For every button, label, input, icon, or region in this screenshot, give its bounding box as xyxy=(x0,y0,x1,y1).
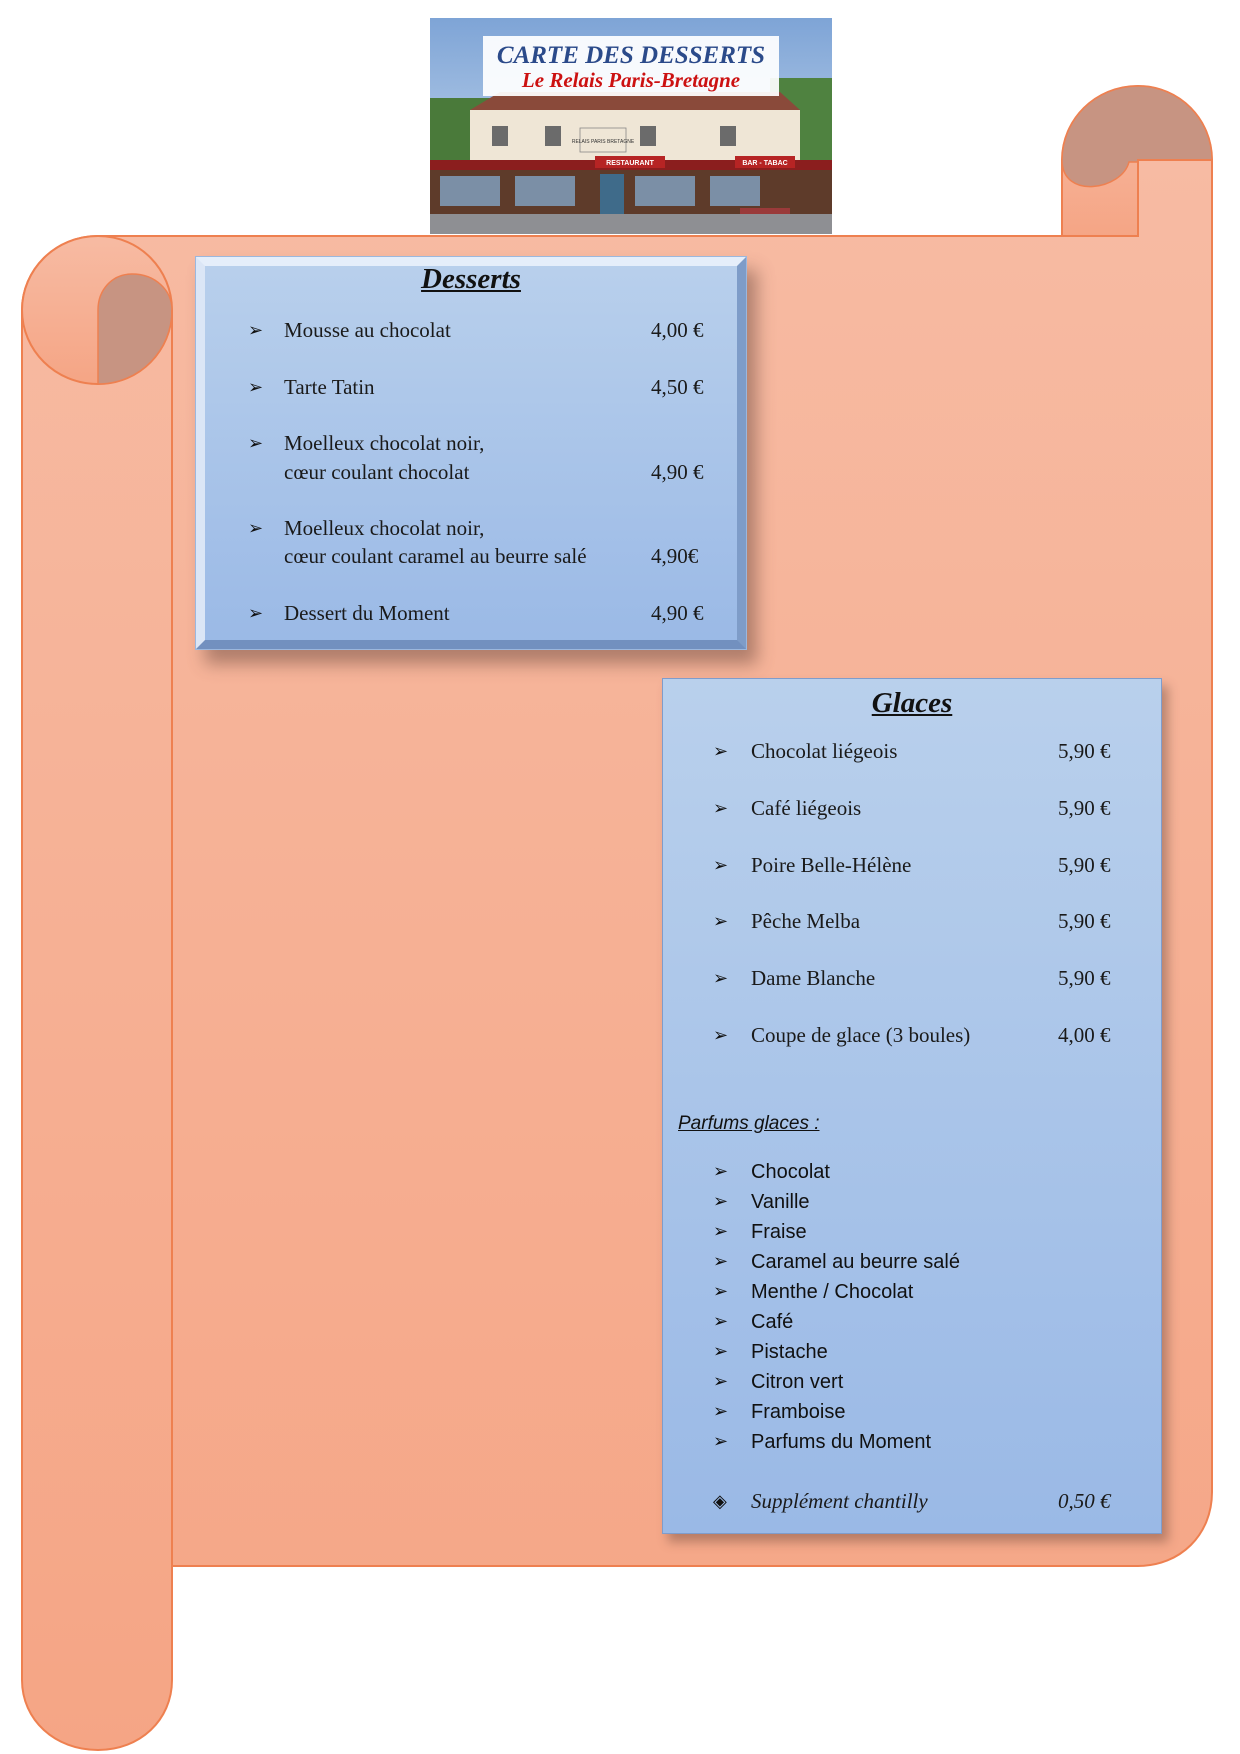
glace-item-price: 4,00 € xyxy=(1058,1023,1111,1047)
supplement-price: 0,50 € xyxy=(1058,1489,1111,1513)
flavor-item: Chocolat xyxy=(751,1161,830,1183)
dessert-item-name: Dessert du Moment xyxy=(284,601,450,625)
flavor-item: Framboise xyxy=(751,1401,846,1423)
glace-item-name: Dame Blanche xyxy=(751,966,876,990)
flavor-item: Menthe / Chocolat xyxy=(751,1281,914,1303)
photo-sign-name: RELAIS PARIS BRETAGNE xyxy=(571,139,635,145)
header-photo xyxy=(430,18,832,234)
arrow-bullet-icon: ➢ xyxy=(248,320,264,341)
glace-item-name: Café liégeois xyxy=(751,796,862,820)
arrow-bullet-icon: ➢ xyxy=(713,1251,729,1272)
dessert-item-price: 4,50 € xyxy=(651,375,704,399)
photo-sign-restaurant: RESTAURANT xyxy=(606,160,654,167)
flavor-item: Parfums du Moment xyxy=(751,1431,932,1453)
glace-item-name: Poire Belle-Hélène xyxy=(751,853,912,877)
dessert-item-price: 4,90 € xyxy=(651,601,704,625)
arrow-bullet-icon: ➢ xyxy=(248,433,264,454)
flavor-item: Café xyxy=(751,1311,794,1333)
desserts-panel xyxy=(195,256,747,650)
arrow-bullet-icon: ➢ xyxy=(248,518,264,539)
supplement-name: Supplément chantilly xyxy=(751,1489,928,1513)
glace-item-price: 5,90 € xyxy=(1058,853,1111,877)
flavor-item: Citron vert xyxy=(751,1371,844,1393)
diamond-bullet-icon: ◈ xyxy=(713,1491,727,1512)
arrow-bullet-icon: ➢ xyxy=(713,1025,729,1046)
glace-item-name: Coupe de glace (3 boules) xyxy=(751,1023,971,1047)
glace-item-price: 5,90 € xyxy=(1058,909,1111,933)
arrow-bullet-icon: ➢ xyxy=(713,1221,729,1242)
flavor-item: Caramel au beurre salé xyxy=(751,1251,960,1273)
header-title-box xyxy=(483,36,779,96)
glace-item-name: Chocolat liégeois xyxy=(751,739,898,763)
arrow-bullet-icon: ➢ xyxy=(713,1371,729,1392)
flavor-item: Fraise xyxy=(751,1221,807,1243)
arrow-bullet-icon: ➢ xyxy=(713,1431,729,1452)
arrow-bullet-icon: ➢ xyxy=(713,1191,729,1212)
arrow-bullet-icon: ➢ xyxy=(713,855,729,876)
dessert-item-detail: cœur coulant chocolat xyxy=(284,460,470,484)
glace-item-price: 5,90 € xyxy=(1058,796,1111,820)
parfums-title: Parfums glaces : xyxy=(678,1113,820,1134)
arrow-bullet-icon: ➢ xyxy=(713,1311,729,1332)
arrow-bullet-icon: ➢ xyxy=(713,741,729,762)
glace-item-name: Pêche Melba xyxy=(751,909,861,933)
restaurant-name: Le Relais Paris-Bretagne xyxy=(521,68,741,92)
dessert-item-name: Mousse au chocolat xyxy=(284,318,451,342)
arrow-bullet-icon: ➢ xyxy=(713,968,729,989)
arrow-bullet-icon: ➢ xyxy=(248,603,264,624)
flavor-item: Pistache xyxy=(751,1341,828,1363)
dessert-item-name: Tarte Tatin xyxy=(284,375,375,399)
flavor-item: Vanille xyxy=(751,1191,810,1213)
dessert-item-price: 4,00 € xyxy=(651,318,704,342)
glaces-title: Glaces xyxy=(871,687,953,719)
dessert-item-price: 4,90€ xyxy=(651,544,699,568)
arrow-bullet-icon: ➢ xyxy=(713,1161,729,1182)
arrow-bullet-icon: ➢ xyxy=(713,1281,729,1302)
arrow-bullet-icon: ➢ xyxy=(713,798,729,819)
desserts-title: Desserts xyxy=(421,263,521,295)
menu-title: CARTE DES DESSERTS xyxy=(496,42,766,69)
photo-sign-bar: BAR - TABAC xyxy=(742,160,788,167)
glaces-panel xyxy=(662,678,1162,1534)
dessert-item-name: Moelleux chocolat noir, xyxy=(284,431,485,455)
dessert-item-name: Moelleux chocolat noir, xyxy=(284,516,485,540)
dessert-item-detail: cœur coulant caramel au beurre salé xyxy=(284,544,587,568)
arrow-bullet-icon: ➢ xyxy=(713,1401,729,1422)
arrow-bullet-icon: ➢ xyxy=(713,1341,729,1362)
arrow-bullet-icon: ➢ xyxy=(248,377,264,398)
arrow-bullet-icon: ➢ xyxy=(713,911,729,932)
glace-item-price: 5,90 € xyxy=(1058,739,1111,763)
dessert-item-price: 4,90 € xyxy=(651,460,704,484)
glace-item-price: 5,90 € xyxy=(1058,966,1111,990)
